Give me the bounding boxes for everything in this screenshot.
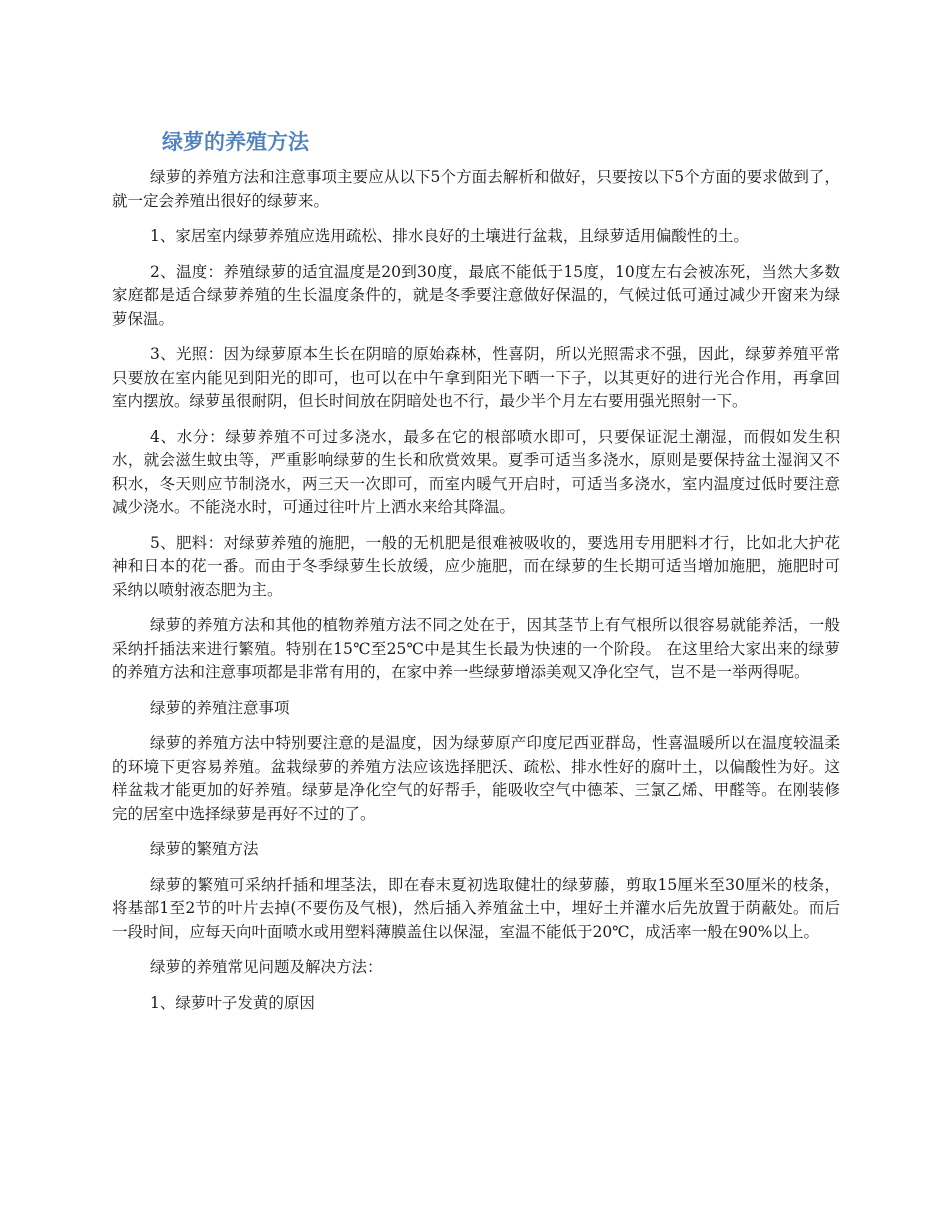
paragraph-temperature: 2、温度：养殖绿萝的适宜温度是20到30度，最底不能低于15度，10度左右会被冻死，当然大多数家庭都是适合绿萝养殖的生长温度条件的，就是冬季要注意做好保温的，气候过低可通过减少开窗来为绿萝保温。: [112, 262, 840, 328]
paragraph-precautions: 绿萝的养殖方法中特别要注意的是温度，因为绿萝原产印度尼西亚群岛，性喜温暖所以在温度较温柔的环境下更容易养殖。盆栽绿萝的养殖方法应该选择肥沃、疏松、排水性好的腐叶土，以偏酸性为好。这样盆栽才能更加的好养殖。绿萝是净化空气的好帮手，能吸收空气中德苯、三氯乙烯、甲醛等。在刚装修完的居室中选择绿萝是再好不过的了。: [112, 734, 840, 823]
paragraph-water: 4、水分：绿萝养殖不可过多浇水，最多在它的根部喷水即可，只要保证泥土潮湿，而假如发生积水，就会滋生蚊虫等，严重影响绿萝的生长和欣赏效果。夏季可适当多浇水，原则是要保持盆土湿润又不积水，冬天则应节制浇水，两三天一次即可，而室内暖气开启时，可适当多浇水，室内温度过低时要注意减少浇水。不能浇水时，可通过往叶片上洒水来给其降温。: [112, 427, 840, 516]
section-heading-precautions: 绿萝的养殖注意事项: [150, 698, 290, 717]
paragraph-soil: 1、家居室内绿萝养殖应选用疏松、排水良好的土壤进行盆栽，且绿萝适用偏酸性的土。: [150, 227, 749, 245]
section-heading-problems: 绿萝的养殖常见问题及解决方法：: [150, 958, 383, 976]
paragraph-propagation: 绿萝的繁殖可采纳扦插和埋茎法，即在春末夏初选取健壮的绿萝藤，剪取15厘米至30厘米的枝条，将基部1至2节的叶片去掉(不要伤及气根)，然后插入养殖盆土中，埋好土并灌水后先放置于荫蔽处。而后一段时间，应每天向叶面喷水或用塑料薄膜盖住以保湿，室温不能低于20℃，成活率一般在90%以上。: [112, 875, 840, 941]
paragraph-intro: 绿萝的养殖方法和注意事项主要应从以下5个方面去解析和做好，只要按以下5个方面的要求做到了，就一定会养殖出很好的绿萝来。: [112, 168, 840, 210]
document-title: 绿萝的养殖方法: [162, 130, 309, 154]
paragraph-summary: 绿萝的养殖方法和其他的植物养殖方法不同之处在于，因其茎节上有气根所以很容易就能养活，一般采纳扦插法来进行繁殖。特别在15℃至25℃中是其生长最为快速的一个阶段。 在这里给大家出来的绿萝的养殖方法和注意事项都是非常有用的，在家中养一些绿萝增添美观又净化空气，岂不是一举两得呢。: [112, 616, 840, 681]
document-body: [112, 166, 840, 1027]
section-heading-propagation: 绿萝的繁殖方法: [150, 840, 259, 858]
paragraph-yellow-leaves: 1、绿萝叶子发黄的原因: [150, 993, 315, 1012]
paragraph-fertilizer: 5、肥料：对绿萝养殖的施肥，一般的无机肥是很难被吸收的，要选用专用肥料才行，比如北大护花神和日本的花一番。而由于冬季绿萝生长放缓，应少施肥，而在绿萝的生长期可适当增加施肥，施肥时可采纳以喷射液态肥为主。: [112, 533, 840, 599]
paragraph-light: 3、光照：因为绿萝原本生长在阴暗的原始森林，性喜阴，所以光照需求不强，因此，绿萝养殖平常只要放在室内能见到阳光的即可，也可以在中午拿到阳光下晒一下子，以其更好的进行光合作用，再拿回室内摆放。绿萝虽很耐阴，但长时间放在阴暗处也不行，最少半个月左右要用强光照射一下。: [112, 345, 840, 410]
